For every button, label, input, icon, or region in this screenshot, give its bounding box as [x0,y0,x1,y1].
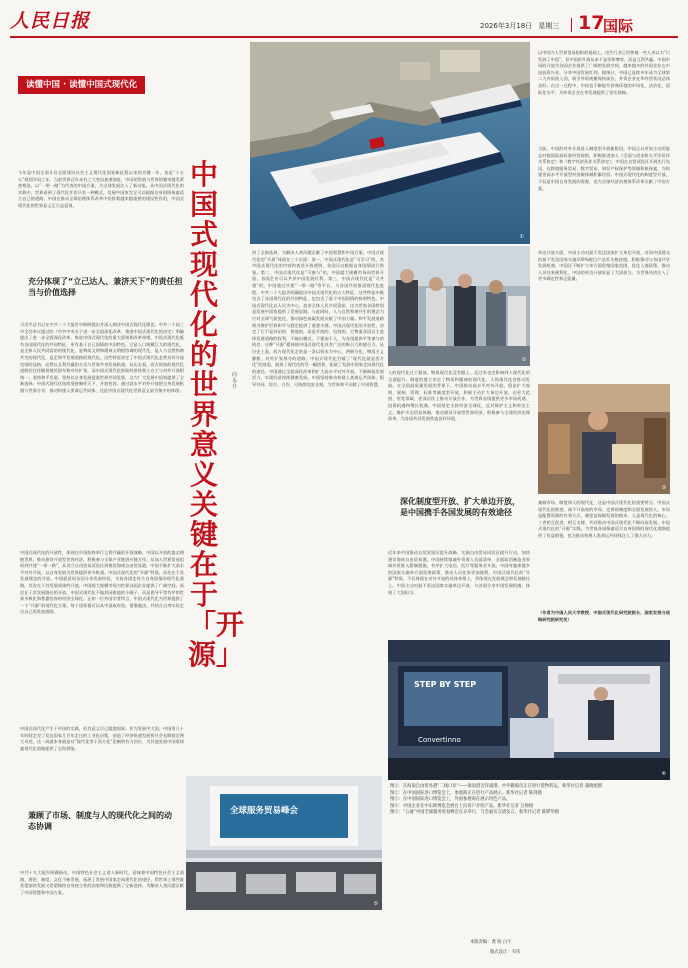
photo-mark-3: ③ [661,485,666,491]
designer-credit: 版式设计：韦伟 [490,950,521,955]
body-col4c: 单边开放方面，中国主动对最不发达国家扩大单边开放，对同中国建交的最不发达国家实施100%税目产品零关税待遇，积极推动与各国共享发展机遇。中国还不断扩大单方面免签国家范围，优化入境政策，推动人员往来便利化。中国的单边开放彰显了大国担当，为世界经济注入了更多确定性和正能量。 [538,250,670,282]
body-col1c: 中国式现代化产生于中国的实践，但其意义早已超越国界。作为发展中大国，中国用几十年时间走完了发达国家几百年走过的工业化历程，创造了经济快速发展和社会长期稳定两大奇迹。这一成就本身就是对“现代化等于西方化”论断的有力回应，为其他发展中国家探索现代化道路提供了宝贵借鉴。 [20,726,184,751]
editor-credit: 本版责编：龚 锐 白宇 [470,940,512,945]
caption-1: 图①：在海南自由贸易港“二线口岸”——海南澄迈洋浦港，中外籍船员正在进行货物转运。新华社记者 蒲晓旭摄 [390,784,603,789]
weekday-text: 星期三 [538,22,560,30]
caption-4: 图④：中国企业在中东欧博览会展台上向客户介绍产品。新华社记者 吕帅摄 [390,803,534,809]
caption-block [390,784,672,817]
body-col1b: 中国式现代化的开放性，体现在中国始终奉行互利共赢的开放战略。中国以开放的姿态拥抱世界，推动建设开放型世界经济，积极参与全球产业链供应链合作。从加入世界贸易组织到共建“一带一路”，从设立自由贸易试验区到建设海南自由贸易港，中国不断扩大高水平对外开放，以自身发展为世界提供更多机遇。中国式现代化的“开源”特质，首先在于其发展理念的开放。中国愿意同各国分享发展经验，支持各国走符合自身国情的现代化道路。其次在于其发展成果的开放，中国超大规模市场为世界各国企业提供了广阔空间。再次在于其发展路径的开放，中国式现代化不搞封闭排他的小圈子，而是倡导平等有序的世界多极化和普惠包容的经济全球化。正如一位外国学者所言，中国式现代化为世界提供了一个“开源”的现代化方案，每个国家都可以从中汲取经验、借鉴做法，并结合自身实际走出自己的发展道路。 [20,550,184,615]
body-col4a: 以中国为人世界贸易组织的基础上，这些行业已经曾被一些人讲以为“只发展了中国”，但中国的开放从来不是零和博弈，而是互利共赢。中国市场的开放为各国企业提供了广阔的发展空间，越来越多的外国企业在中国投资兴业，分享中国发展红利。据统计，中国已连续多年成为全球第二大外资流入国，吸引外资规模保持高位，外资企业在华经营状况总体良好。在这一过程中，中国也不断提升营商环境的市场化、法治化、国际化水平，为外资企业在华发展提供了坚实保障。 [538,50,670,95]
column-tag: 读懂中国 · 读懂中国式现代化 [18,76,145,94]
body-col3a: 人的现代化过于超前，物质现代化没有跟上，反过来也会影响到人现代化的全面提升。制度的建立决定了物质和精神的现代化，人的现代化会推动发展。在全国高质量发展的背景下，中国推动高水平对外开放，稳步扩大规则、规制、管理、标准等制度型开放，积极主动扩大单边开放，在更大范围、更宽领域、更深层次上推动开放合作，为世界各国提供更多市场机遇、投资机遇和增长机遇。中国坚定支持经济全球化，反对保护主义和单边主义，维护多边贸易体制，推动建设开放型世界经济，积极参与全球经济治理改革，为各国共同发展营造良好环境。 [388,370,530,422]
caption-3: 图③：在中国国际进口博览会上，外国参展商在展示特色产品。 [390,797,511,802]
body-col3b: 近年来中国推动自贸试验区提升战略，实施自由贸易试验区提升行动，加快建设海南自由贸易港。中国持续缩减外资准入负面清单，全面取消制造业领域外资准入限制措施，有序扩大电信、医疗等服务业开放。中国对越来越多的国家实施单方面免签政策，推动人员往来更加便利。中国式现代化的“开源”特质，不仅体现在对外开放的具体举措上，更体现在发展理念和发展路径上。中国主动对最不发达国家实施单边开放，与各国分享中国发展机遇，体现了大国担当。 [388,550,530,595]
booth-banner: STEP BY STEP [414,680,477,689]
issue-date [480,21,559,31]
body-col5a: 中共十九大报告明确指出，中国特色社会主义进入新时代，意味着中国特色社会主义道路、理论、制度、文化不断发展，拓展了发展中国家走向现代化的途径，给世界上那些既希望加快发展又希望保持自身独立性的国家和民族提供了全新选择，为解决人类问题贡献了中国智慧和中国方案。 [20,870,184,895]
date-text: 2026年3月18日 [480,22,533,30]
subhead-2: 深化制度型开放、扩大单边开放，是中国携手各国发展的有效途径 [400,497,520,517]
photo-conference-hall [186,776,382,910]
caption-2: 图②：在中国国际进口博览会上，参展商正在进行产品展示。新华社记者 陈剑摄 [390,790,542,796]
headline: 中国式现代化的世界意义关键在于「开源」 [188,158,245,671]
intro-paragraph: 今年是中国全面开启全面建设社会主义现代化国家新征程以来的关键一年，也是“十五五”规划开局之年。当前世界百年未有之大变局加速演进，中国的发展与世界的繁荣越发紧密相连。以“一带一路”为代表的中国方案，为全球发展注入了新动能。从中国式现代化的实践中，世界看到了现代化并非只有一种模式，发展中国家完全可以根据自身国情探索适合自己的道路，中国在推动全球治理体系改革中发挥着越来越重要的建设性作用，中国式现代化的世界意义正日益显现。 [18,170,184,208]
page-number: 17 [578,12,605,34]
body-col1a: 习近平总书记在中共二十大报告中鲜明提出并深入阐述中国式现代化理论。中共二十届三中全会审议通过的《中共中央关于进一步全面深化改革、推进中国式现代化的决定》明确提出了进一步全面深化改革、推进中国式现代化的重大原则和改革举措。中国式现代化既有各国现代化的共同特征，更有基于自己国情的中国特色。它是人口规模巨大的现代化，是全体人民共同富裕的现代化，是物质文明和精神文明相协调的现代化，是人与自然和谐共生的现代化，是走和平发展道路的现代化。这些特征决定了中国式现代化必然具有开放包容的品格，必然以互利共赢的方式与世界共享发展机遇。从历史看，西方国家的现代化道路往往伴随着殖民掠夺和对外扩张，而中国式现代化则始终坚持独立自主与对外开放相统一，坚持和平发展，坚持以自身发展促进世界共同发展，这为广大发展中国家提供了全新选择。中国式现代化始终坚持胸怀天下、开放包容，通过高水平对外开放把自身发展机遇与世界分享，推动构建人类命运共同体，这是中国式现代化世界意义最为集中的体现。 [20,322,184,393]
photo-mark-4: ④ [661,771,666,777]
masthead-rule [10,36,678,38]
body-col4b: 当前，中国的对外开放进入制度型开放新阶段，中国正以更加主动的姿态对接国际高标准经贸规则，积极推进加入《全面与进步跨太平洋伙伴关系协定》和《数字经济伙伴关系协定》。中国在自贸试验区开展先行先试，在跨境服务贸易、数字贸易、知识产权保护等领域积极探索，为构建更高水平开放型经济新体制积累经验。中国式现代化的制度型开放，不仅是中国自身发展的需要，也为全球经济治理体系改革贡献了中国方案。 [538,146,670,191]
photo-product-display [538,384,670,494]
caption-5: 图⑤：“五通”中国全球服务贸易峰会在京举行，与会嘉宾交流发言。新华社记者 陈晔华摄 [390,810,560,815]
photo-cruise-harbor [250,42,530,244]
body-col2: 供了全新选择，为解决人类问题贡献了中国智慧和中国方案。中国式现代化的“开源”体现在三个层面：第一，中国式现代化是“可学习”的，其中国式现代化的内容和表述开放透明，各国可以根据自身国情进行借鉴。第二，中国式现代化是“可参与”的，中国超大规模市场向世界开放，各国企业可以共享中国发展红利。第三，中国式现代化是“可共建”的，中国通过共建“一带一路”等平台，与各国共同推进现代化进程。中共二十大报告明确提出中国式现代化的五大特征，这些特征中既包含了各国现代化的共同特征，也包含了基于中国国情的鲜明特色。中国式现代化以人民为中心，追求全体人民共同富裕，这为世界各国特别是发展中国家提供了发展思路。与此同时，人与自然和谐共生的理念为应对全球气候变化、推动绿色低碳发展贡献了中国力量。和平发展道路则为维护世界和平与稳定提供了重要支撑。中国式现代化的开放性，决定了它不是封闭的、排他的，而是开放的、包容的。它尊重各国自主选择发展道路的权利，不输出模式，不强加于人，为各国提供平等参与的机会。这种“开源”精神使中国式现代化具有广泛的吸引力和感召力。从历史上看，西方现代化走的是一条以资本为中心、两极分化、物质主义膨胀、对外扩张掠夺的道路。中国式现代化打破了“现代化就是西方化”的迷思，展现了现代化的另一幅图景，拓展了发展中国家走向现代化的途径。中国通过全面深化改革和扩大高水平对外开放，不断释放发展活力，实现经济持续健康发展。中国坚持推动构建人类命运共同体，倡导共同、综合、合作、可持续的安全观，为世界和平贡献了中国智慧。 [252,250,384,387]
photo-convertinno-booth [388,640,670,780]
subhead-3: 兼顾了市场、制度与人的现代化之间的动态协调 [28,811,172,831]
subhead-1: 充分体现了“立己达人、兼济天下”的责任担当与价值选择 [28,277,183,297]
conference-banner: 全球服务贸易峰会 [230,806,299,816]
photo-mark-5: ⑤ [373,901,378,907]
photo-expo-visitors [388,246,530,366]
author-note: （作者为中国人民大学教授、中国式现代化研究院院长、国家发展与战略研究院研究员） [538,610,670,622]
body-col4d: 兼顾市场、制度和人的现代化，这是中国式现代化的重要特点。中国式现代化的推进，离不开高效的市场、完善的制度和全面发展的人。市场是配置资源的有效方式，制度是保障发展的根本，人是现代化的核心。三者相互促进、相互支撑，共同推动中国式现代化不断向前发展。中国式现代化的“开源”实践，为世界各国探索适合自身国情的现代化道路提供了有益借鉴，也为推动构建人类命运共同体注入了强大动力。 [538,500,670,538]
masthead-divider-tick [571,18,572,32]
photo-mark-1: ① [519,234,524,240]
photo-mark-2: ② [521,357,526,363]
author-byline: 向永升 [232,372,238,390]
booth-logo: Convertinno [418,736,461,744]
section-title: 国际 [603,17,634,35]
masthead-logo: 人民日报 [10,10,91,32]
